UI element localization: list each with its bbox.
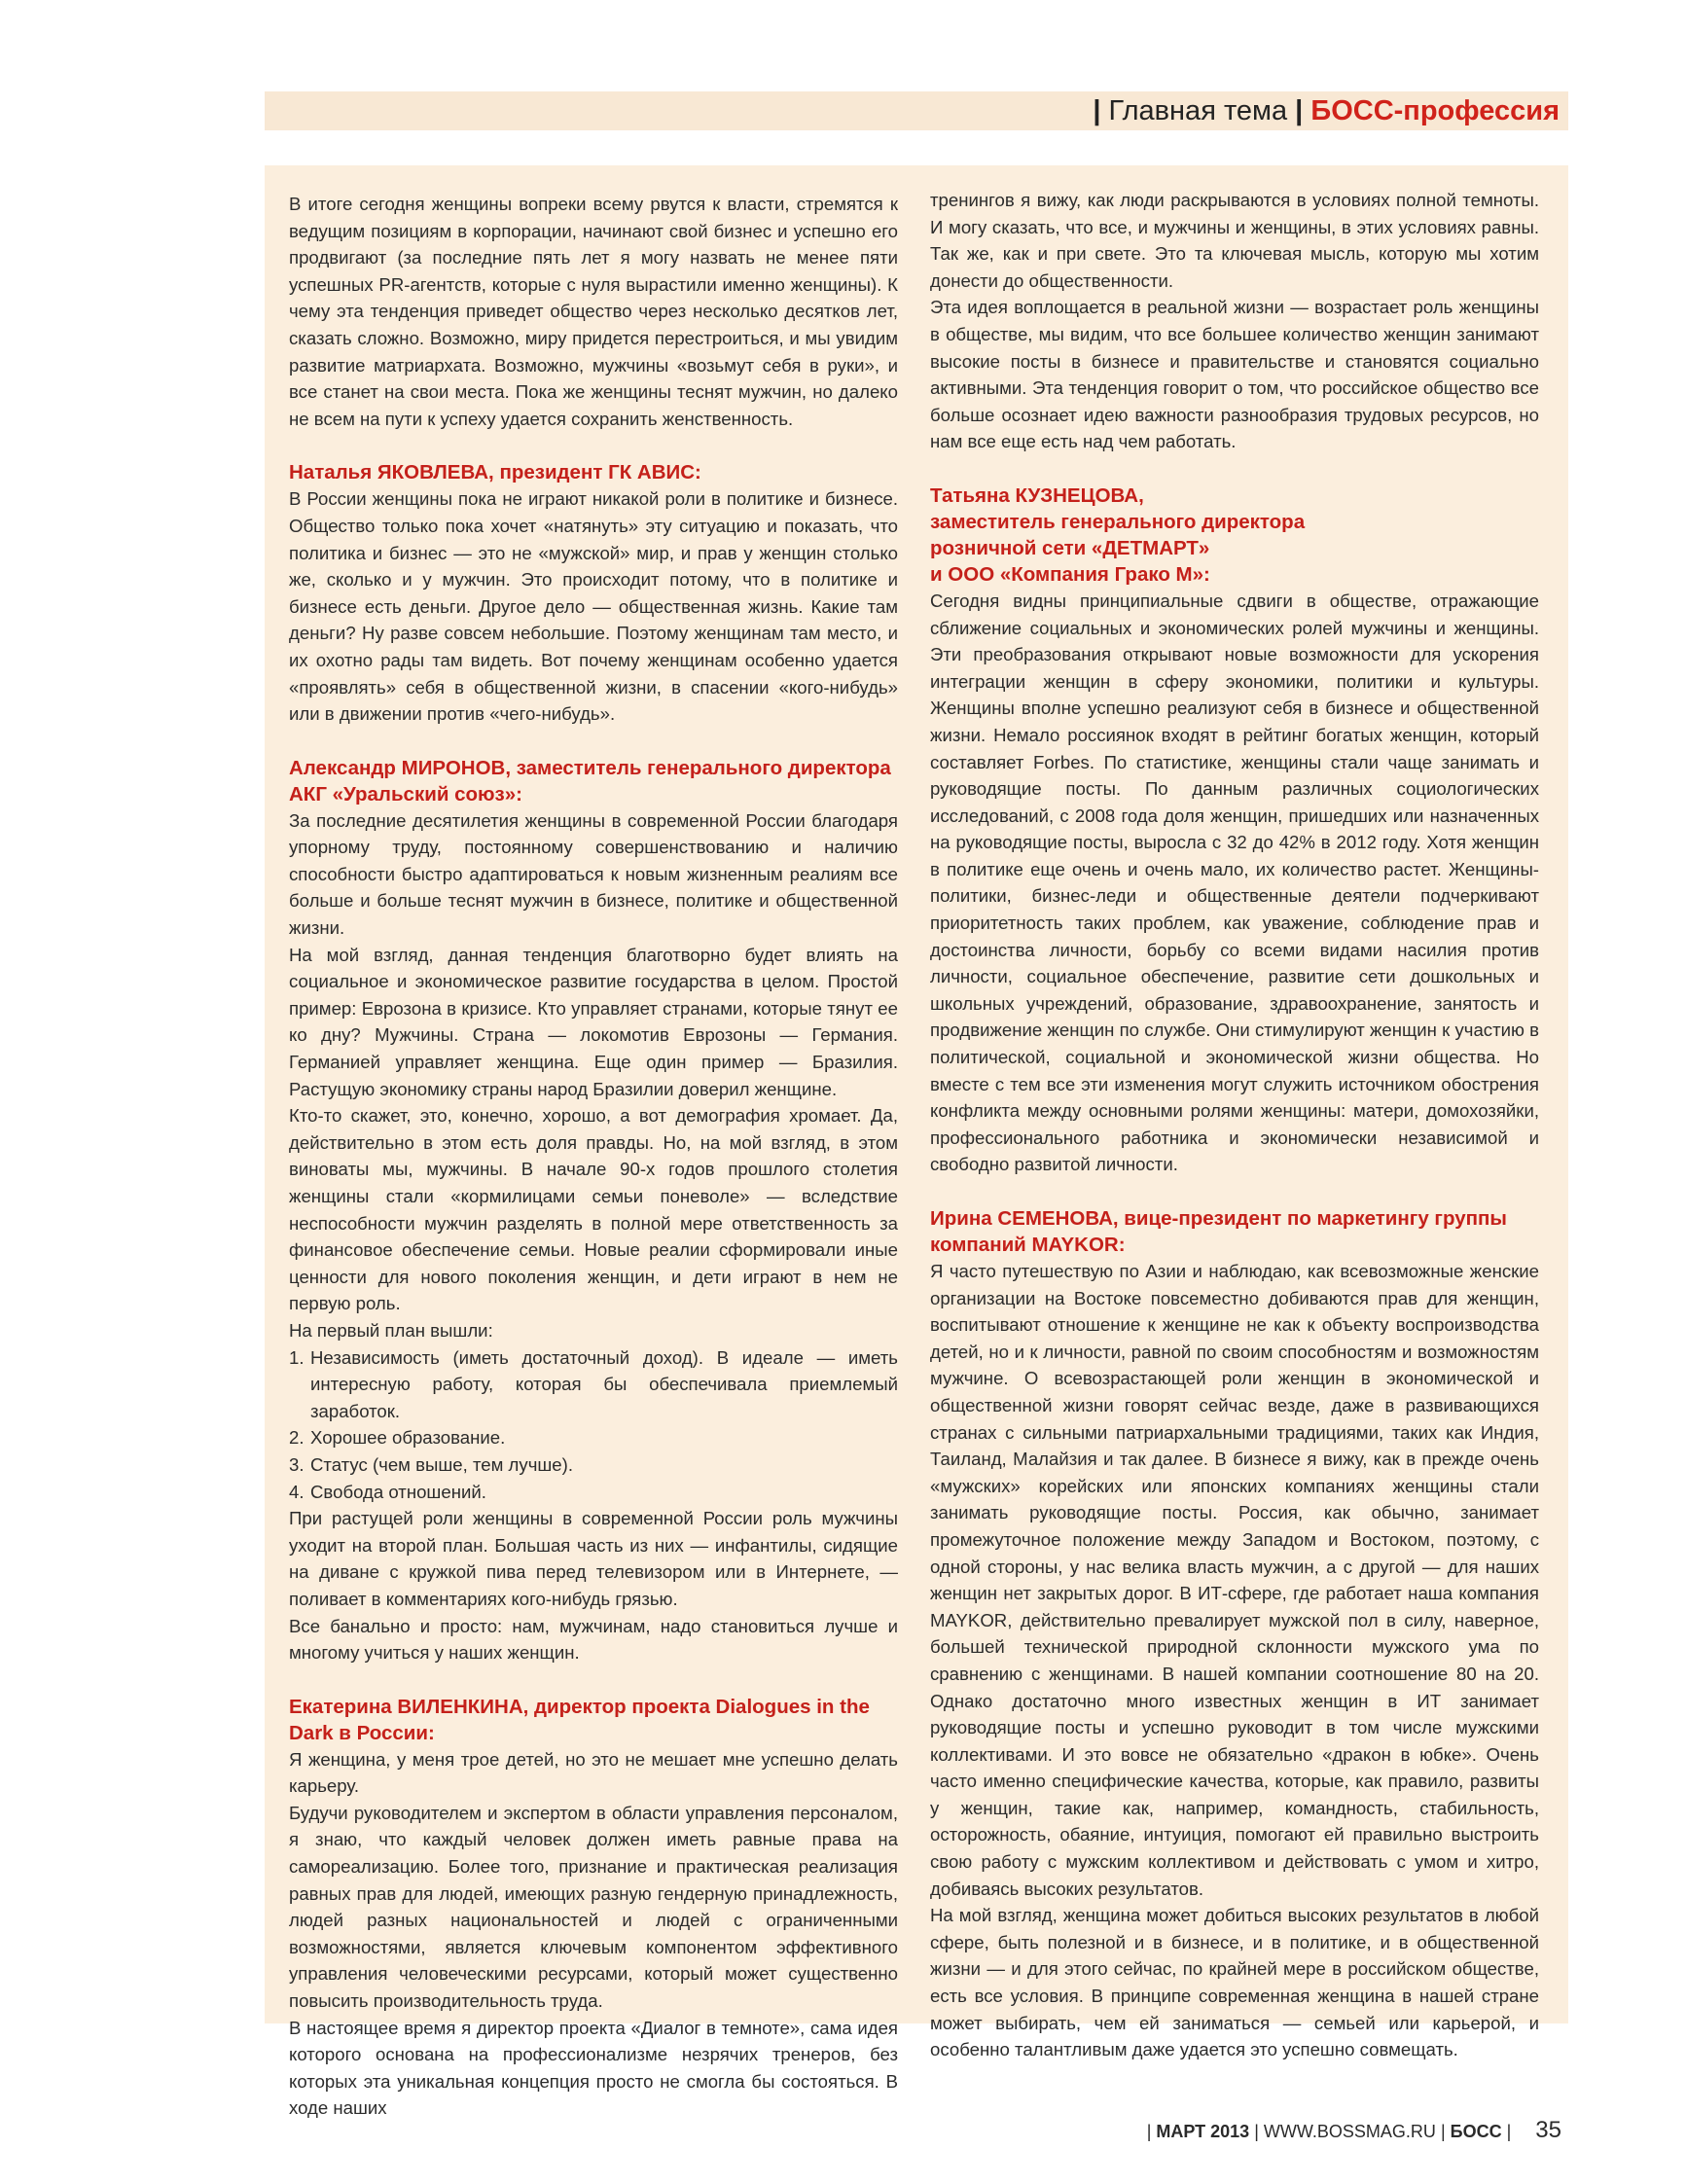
list-text: Независимость (иметь достаточный доход). В идеале — иметь интересную работу, которая бы обеспечивала приемлемый заработок.: [310, 1346, 898, 1421]
list-text: Статус (чем выше, тем лучше).: [310, 1453, 573, 1475]
list-number: 3.: [289, 1453, 305, 1475]
paragraph: Я женщина, у меня трое детей, но это не мешает мне успешно делать карьеру.: [289, 1748, 898, 1797]
list-item: [289, 1344, 898, 1425]
paragraph: За последние десятилетия женщины в современной России благодаря упорному труду, постоянному совершенствованию и наличию способности быстро адаптироваться к новым жизненным реалиям все больше и больше теснят мужчин в бизнесе, политике и общественной жизни.: [289, 809, 898, 939]
footer-issue-date: МАРТ 2013: [1156, 2122, 1250, 2141]
header-topic: БОСС-профессия: [1310, 95, 1560, 126]
speaker-heading: Александр МИРОНОВ, заместитель генерального директора АКГ «Уральский союз»:: [289, 756, 891, 806]
right-column: [930, 187, 1539, 2063]
footer-separator: |: [1440, 2122, 1446, 2141]
header-separator: |: [1093, 95, 1101, 126]
paragraph: тренингов я вижу, как люди раскрываются в условиях полной темноты. И могу сказать, что все, и мужчины и женщины, в этих условиях равны. Так же, как и при свете. Это та ключевая мысль, которую мы хотим донести до общественности.: [930, 190, 1539, 291]
paragraph: При растущей роли женщины в современной России роль мужчины уходит на второй план. Большая часть из них — инфантилы, сидящие на диване с кружкой пива перед телевизором или в Интернете, — поливает в комментариях кого-нибудь грязью.: [289, 1508, 898, 1609]
list-item: [289, 1424, 898, 1451]
footer-separator: |: [1254, 2122, 1259, 2141]
speaker-heading: Екатерина ВИЛЕНКИНА, директор проекта Dialogues in the Dark в России:: [289, 1695, 870, 1744]
paragraph: Я часто путешествую по Азии и наблюдаю, как всевозможные женские организации на Востоке повсеместно добиваются прав для женщин, воспитывают отношение к женщине не как к объекту воспроизводства детей, но и к личности, равной по своим способностям и возможностям мужчине. О всевозрастающей роли женщин в экономической и общественной жизни говорят сейчас везде, даже в развивающихся странах с сильными патриархальными традициями, таких как Индия, Таиланд, Малайзия и так далее. В бизнесе я вижу, как в прежде очень «мужских» корейских или японских компаниях женщины стали занимать руководящие посты. Россия, как обычно, занимает промежуточное положение между Западом и Востоком, поэтому, с одной стороны, у нас велика власть мужчин, а с другой — для наших женщин нет закрытых дорог. В ИТ-сфере, где работает наша компания MAYKOR, действительно превалирует мужской пол в силу, наверное, большей технической природной склонности мужского ума по сравнению с женщинами. В нашей компании соотношение 80 на 20. Однако достаточно много известных женщин в ИТ занимает руководящие посты и успешно руководит в том числе мужскими коллективами. И это вовсе не обязательно «дракон в юбке». Очень часто именно специфические качества, которые, как правило, развиты у женщин, такие как, например, командность, стабильность, осторожность, обаяние, интуиция, помогают ей правильно выстроить свою работу с мужским коллективом и действовать с умом и хитро, добиваясь высоких результатов.: [930, 1261, 1539, 1899]
footer-website: WWW.BOSSMAG.RU: [1263, 2122, 1436, 2141]
paragraph: На первый план вышли:: [289, 1319, 493, 1341]
speaker-heading: [930, 483, 1539, 588]
list-item: [289, 1451, 898, 1479]
footer-separator: |: [1146, 2122, 1152, 2141]
paragraph: Будучи руководителем и экспертом в области управления персоналом, я знаю, что каждый человек должен иметь равные права на самореализацию. Более того, признание и практическая реализация равных прав для людей, имеющих разную гендерную принадлежность, людей разных национальностей и людей с ограниченными возможностями, является ключевым компонентом эффективного управления человеческими ресурсами, который может существенно повысить производительность труда.: [289, 1802, 898, 2012]
speaker-heading: Ирина СЕМЕНОВА, вице-президент по маркетингу группы компаний MAYKOR:: [930, 1207, 1507, 1256]
speaker-heading: Наталья ЯКОВЛЕВА, президент ГК АВИС:: [289, 461, 701, 484]
header-separator: |: [1295, 95, 1304, 126]
list-text: Хорошее образование.: [310, 1427, 506, 1449]
section-header: [1093, 91, 1560, 130]
heading-line: Татьяна КУЗНЕЦОВА,: [930, 483, 1144, 507]
footer-separator: |: [1506, 2122, 1512, 2141]
paragraph: На мой взгляд, данная тенденция благотворно будет влиять на социальное и экономическое развитие государства в целом. Простой пример: Еврозона в кризисе. Кто управляет странами, которые тянут ее ко дну? Мужчины. Страна — локомотив Еврозоны — Германия. Германией управляет женщина. Еще один пример — Бразилия. Растущую экономику страны народ Бразилии доверил женщине.: [289, 944, 898, 1099]
left-column: [289, 191, 898, 2122]
paragraph: Все банально и просто: нам, мужчинам, надо становиться лучше и многому учиться у наших женщин.: [289, 1615, 898, 1664]
list-number: 4.: [289, 1481, 305, 1502]
paragraph: В настоящее время я директор проекта «Диалог в темноте», сама идея которого основана на профессионализме незрячих тренеров, без которых эта уникальная концепция просто не смогла бы состояться. В ходе наших: [289, 2017, 898, 2119]
page-number: 35: [1535, 2117, 1561, 2143]
paragraph: В России женщины пока не играют никакой роли в политике и бизнесе. Общество только пока хочет «натянуть» эту ситуацию и показать, что политика и бизнес — это не «мужской» мир, и прав у женщин столько же, сколько и у мужчин. Это происходит потому, что в политике и бизнесе есть деньги. Другое дело — общественная жизнь. Какие там деньги? Ну разве совсем небольшие. Поэтому женщинам там место, и их охотно рады там видеть. Вот почему женщинам особенно удается «проявлять» себя в общественной жизни, в спасении «кого-нибудь» или в движении против «чего-нибудь».: [289, 488, 898, 725]
numbered-list: [289, 1344, 898, 1506]
list-number: 2.: [289, 1427, 305, 1449]
page-footer: [1147, 2117, 1561, 2144]
footer-magazine-name: БОСС: [1450, 2122, 1502, 2141]
paragraph: Сегодня видны принципиальные сдвиги в обществе, отражающие сближение социальных и экономических ролей мужчины и женщины. Эти преобразования открывают новые возможности для ускорения интеграции женщин в сферу экономики, политики и культуры. Женщины вполне успешно реализуют себя в бизнесе и общественной жизни. Немало россиянок входят в рейтинг богатых женщин, который составляет Forbes. По статистике, женщины стали чаще занимать и руководящие посты. По данным различных социологических исследований, с 2008 года доля женщин, пришедших или назначенных на руководящие посты, выросла с 32 до 42% в 2012 году. Хотя женщин в политике еще очень и очень мало, их количество растет. Женщины-политики, бизнес-леди и общественные деятели подчеркивают приоритетность таких проблем, как уважение, соблюдение прав и достоинства личности, борьбу со всеми видами насилия против личности, социальное обеспечение, развитие сети дошкольных и школьных учреждений, образование, здравоохранение, занятость и продвижение женщин по службе. Они стимулируют женщин к участию в политической, социальной и экономической жизни общества. Но вместе с тем все эти изменения могут служить источником обострения конфликта между основными ролями женщины: матери, домохозяйки, профессионального работника и экономически независимой и свободно развитой личности.: [930, 590, 1539, 1175]
list-number: 1.: [289, 1346, 305, 1368]
paragraph: Кто-то скажет, это, конечно, хорошо, а вот демография хромает. Да, действительно в этом есть доля правды. Но, на мой взгляд, в этом виноваты мы, мужчины. В начале 90-х годов прошлого столетия женщины стали «кормилицами семьи поневоле» — вследствие неспособности мужчин разделять в полной мере ответственность за финансовое обеспечение семьи. Новые реалии сформировали иные ценности для нового поколения женщин, и дети играют в нем не первую роль.: [289, 1105, 898, 1314]
list-text: Свобода отношений.: [310, 1481, 486, 1502]
paragraph: На мой взгляд, женщина может добиться высоких результатов в любой сфере, быть полезной и в бизнесе, и в политике, и в общественной жизни — и для этого сейчас, по крайней мере в российском обществе, есть все условия. В принципе современная женщина в нашей стране может выбирать, чем ей заниматься — семьей или карьерой, и особенно талантливым даже удается это успешно совмещать.: [930, 1905, 1539, 2060]
header-section: Главная тема: [1108, 95, 1288, 126]
intro-paragraph: В итоге сегодня женщины вопреки всему рвутся к власти, стремятся к ведущим позициям в корпорации, начинают свой бизнес и успешно его продвигают (за последние пять лет я могу назвать не менее пяти успешных PR-агентств, которые с нуля вырастили именно женщины). К чему эта тенденция приведет общество через несколько десятков лет, сказать сложно. Возможно, миру придется перестроиться, и мы увидим развитие матриархата. Возможно, мужчины «возьмут себя в руки», и все станет на свои места. Пока же женщины теснят мужчин, но далеко не всем на пути к успеху удается сохранить женственность.: [289, 194, 898, 429]
heading-line: заместитель генерального директора: [930, 510, 1306, 533]
heading-line: и ООО «Компания Грако М»:: [930, 562, 1210, 586]
list-item: [289, 1479, 898, 1506]
paragraph: Эта идея воплощается в реальной жизни — возрастает роль женщины в обществе, мы видим, что все большее количество женщин занимают высокие посты в бизнесе и правительстве и становятся социально активными. Эта тенденция говорит о том, что российское общество все больше осознает идею важности разнообразия трудовых ресурсов, но нам все еще есть над чем работать.: [930, 297, 1539, 452]
heading-line: розничной сети «ДЕТМАРТ»: [930, 536, 1210, 559]
